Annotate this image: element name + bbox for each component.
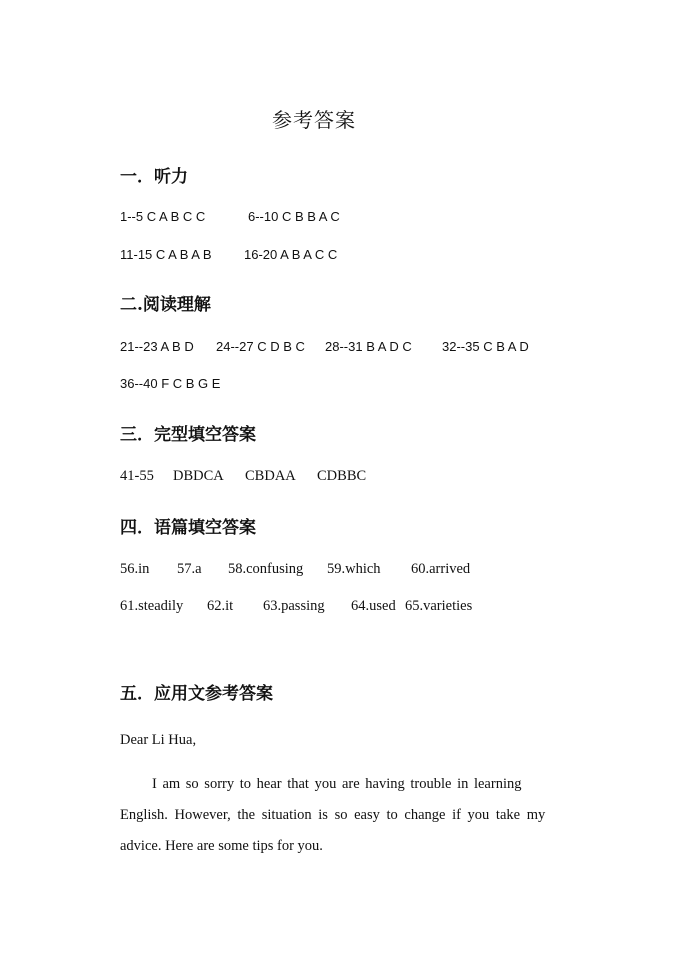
answer-group: 1--5 C A B C C [120,209,206,224]
reading-answers-row-2 [120,376,220,391]
letter-salutation: Dear Li Hua, [120,732,197,748]
answer-item: 64.used [351,598,396,614]
answer-item: 61.steadily [120,598,184,614]
letter-line: I am so sorry to hear that you are having trouble in learning [152,776,522,792]
answer-group: 24--27 C D B C [216,339,305,354]
answer-item: 59.which [327,561,381,577]
section-heading-writing: 五．应用文参考答案 [120,684,273,704]
section-heading-grammar: 四．语篇填空答案 [120,518,256,538]
listening-answers-row-1 [120,209,340,224]
answer-range: 41-55 [120,468,154,484]
reading-answers-row-1 [120,339,529,354]
section-heading-listening: 一．听力 [120,167,188,187]
section-heading-cloze: 三．完型填空答案 [120,425,256,445]
answer-item: 62.it [207,598,234,614]
answer-group: DBDCA [173,468,224,484]
page-title: 参考答案 [272,108,356,132]
answer-item: 65.varieties [405,598,473,614]
listening-answers-row-2 [120,247,337,262]
answer-group: 11-15 C A B A B [120,247,212,262]
answer-group: CDBBC [317,468,367,484]
letter-line: English. However, the situation is so easy to change if you take my [120,807,546,823]
answer-item: 60.arrived [411,561,471,577]
cloze-answers-row [120,468,366,485]
answer-item: 56.in [120,561,150,577]
answer-item: 58.confusing [228,561,304,577]
answer-item: 57.a [177,561,202,577]
answer-group: 16-20 A B A C C [244,247,338,262]
answer-group: 28--31 B A D C [325,339,412,354]
grammar-answers-row-1 [120,561,470,578]
answer-group: 6--10 C B B A C [248,209,340,224]
grammar-answers-row-2 [120,598,472,615]
answer-group: 32--35 C B A D [442,339,529,354]
letter-line: advice. Here are some tips for you. [120,838,323,854]
answer-item: 63.passing [263,598,325,614]
answer-group: CBDAA [245,468,296,484]
section-heading-reading: 二.阅读理解 [120,295,211,315]
answer-group: 21--23 A B D [120,339,194,354]
letter-paragraph [120,769,552,862]
answer-group: 36--40 F C B G E [120,376,221,391]
